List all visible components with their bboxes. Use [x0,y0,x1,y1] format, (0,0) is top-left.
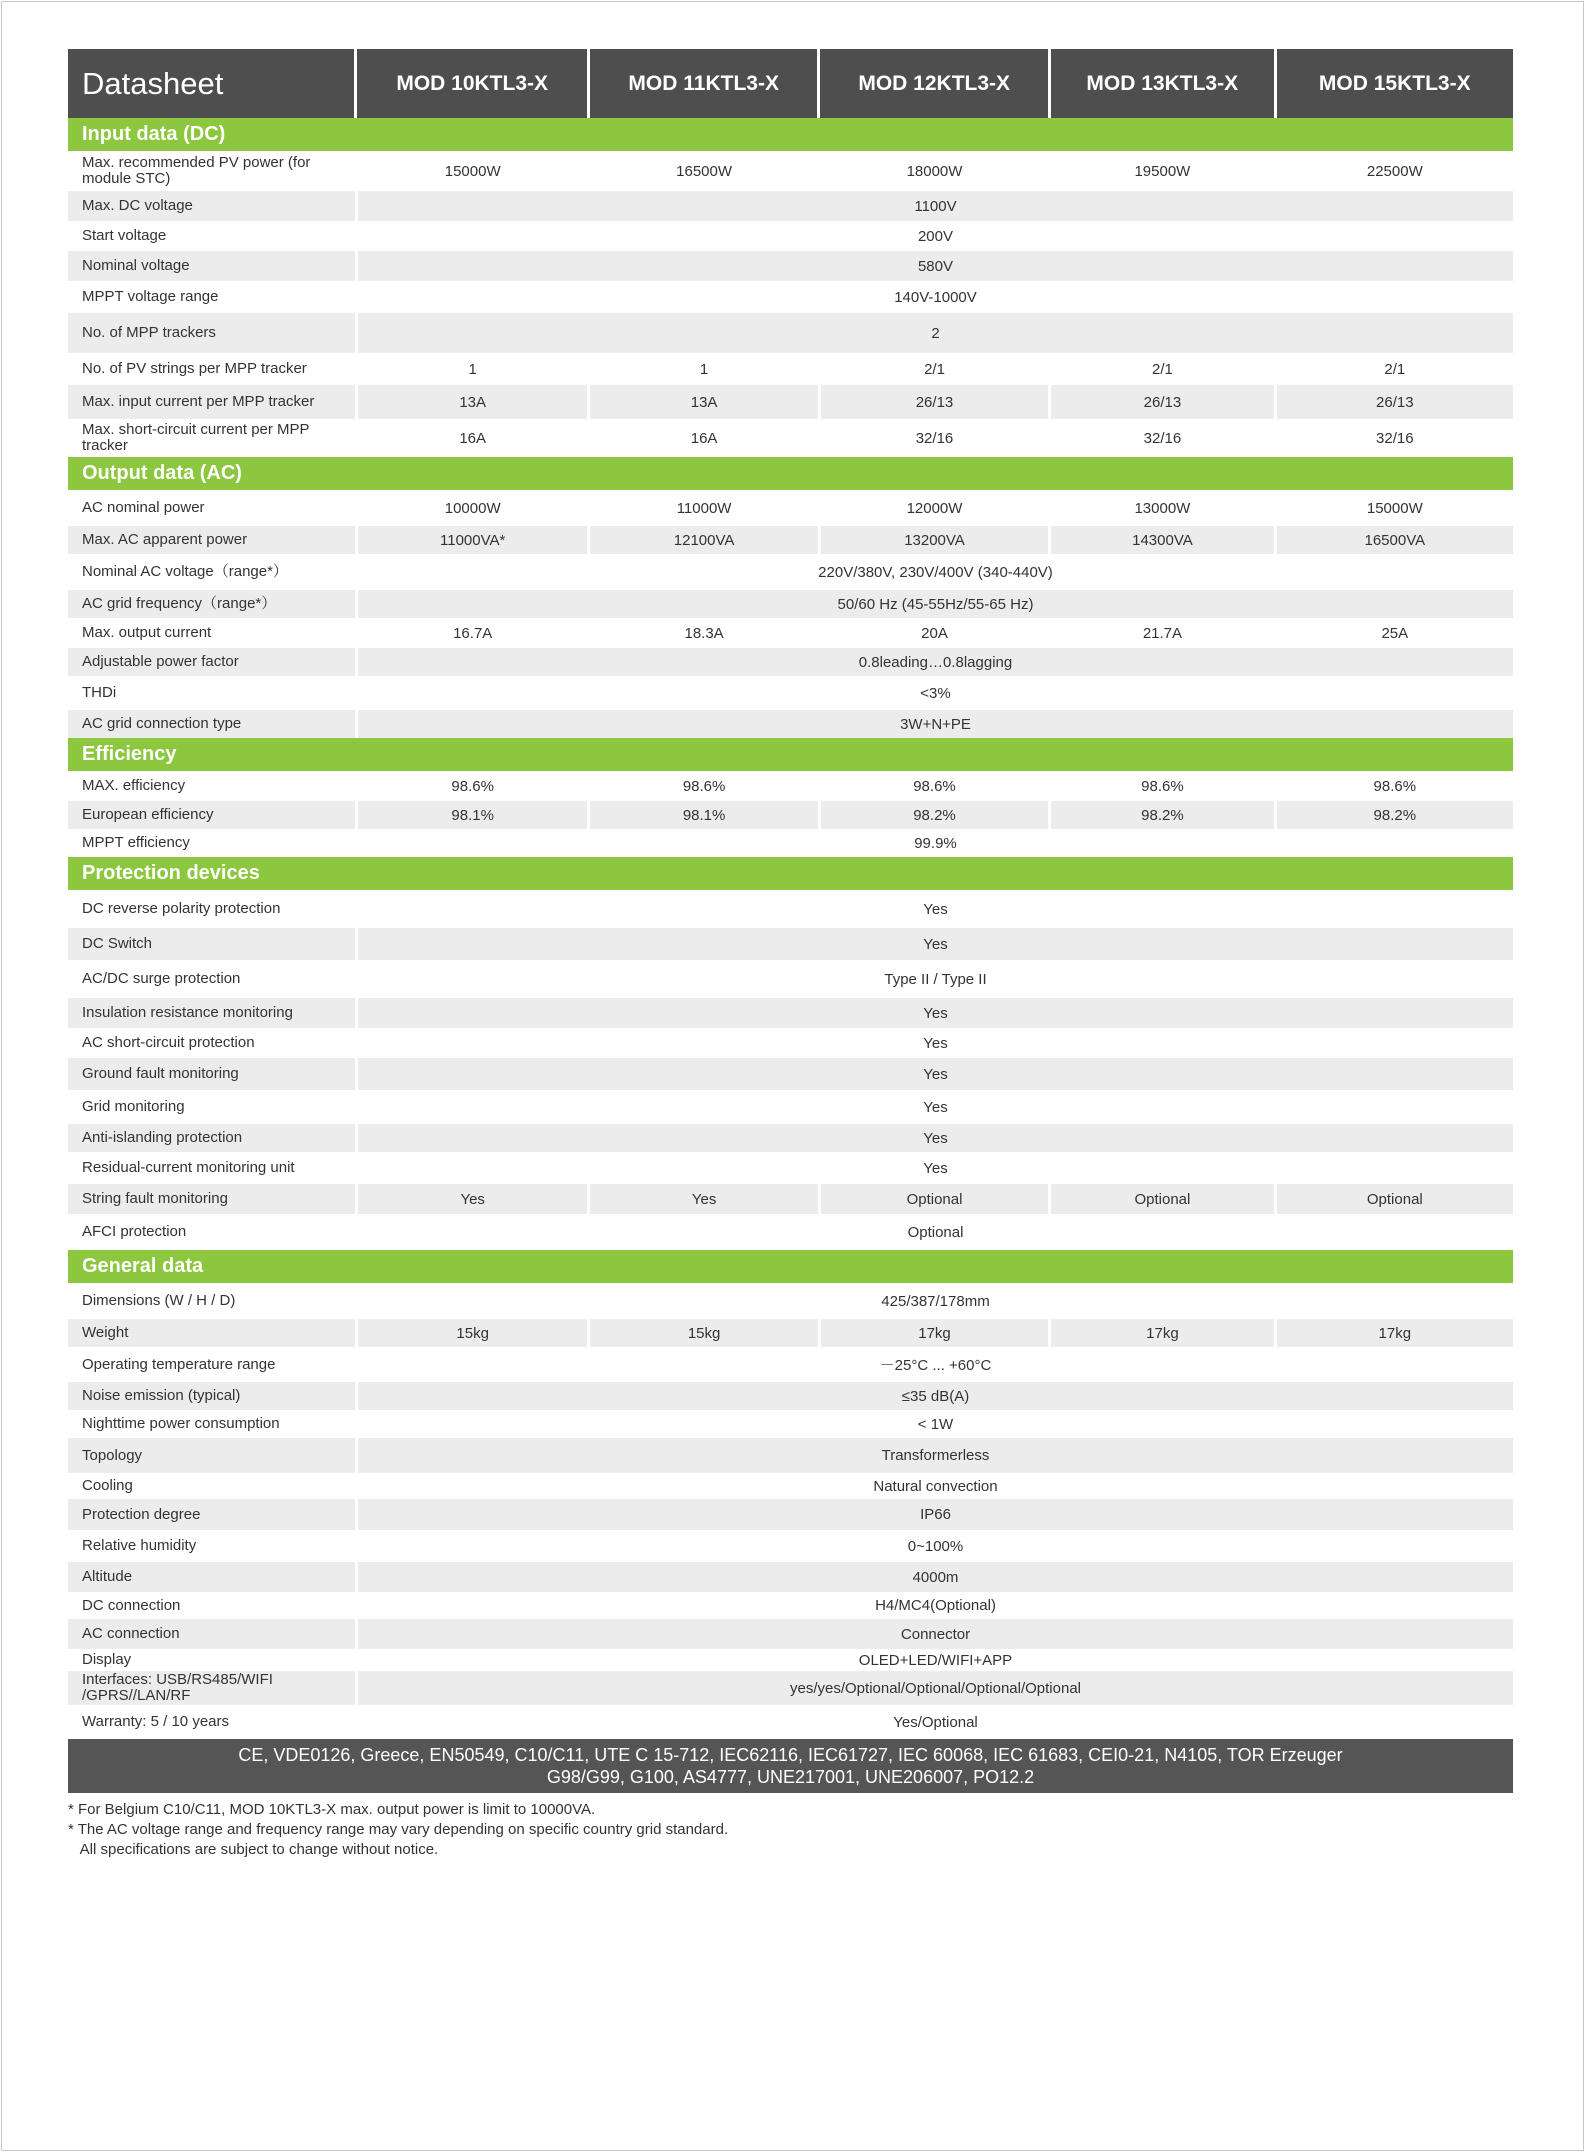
row-value: 16.7A [453,624,493,642]
row-value-merged: ≤35 dB(A) [901,1387,970,1405]
certifications-line: G98/G99, G100, AS4777, UNE217001, UNE206007, PO12.2 [546,1767,1035,1787]
row-value: Optional [1274,1184,1513,1214]
row-value-merged: 4000m [912,1568,959,1586]
row-label: Grid monitoring [68,1090,358,1124]
section-header: Efficiency [68,738,1513,771]
row-label: Max. DC voltage [68,191,358,221]
row-value-merged: 2 [931,324,940,342]
table-row [68,281,1513,313]
row-label: Nighttime power consumption [68,1410,358,1438]
row-value: 98.6% [451,777,494,795]
table-row [68,554,1513,590]
row-label: Nominal voltage [68,251,358,281]
model-header: MOD 15KTL3-X [1277,49,1514,118]
row-label: AC short-circuit protection [68,1028,358,1058]
row-label: Insulation resistance monitoring [68,998,358,1028]
row-value: 21.7A [1048,618,1273,648]
table-row [68,1214,1513,1250]
row-value: 16500VA [1274,526,1513,554]
row-value: 98.6% [1048,771,1273,801]
certifications-bar [68,1739,1513,1793]
row-value-merged: Yes [923,1065,948,1083]
row-label: Noise emission (typical) [68,1382,358,1410]
row-value: 10000W [444,499,501,517]
row-value-merged: yes/yes/Optional/Optional/Optional/Optional [790,1679,1081,1697]
row-label: Relative humidity [68,1530,358,1562]
row-value: 98.6% [1274,771,1513,801]
row-value-merged: 140V-1000V [894,288,977,306]
row-value: 12100VA [587,526,817,554]
model-header: MOD 10KTL3-X [357,49,587,118]
row-value: 98.6% [818,771,1048,801]
table-row [68,1438,1513,1473]
row-value: 98.1% [587,801,817,829]
row-value-merged: Yes [923,1098,948,1116]
row-value: 98.1% [451,806,494,824]
row-label: Ground fault monitoring [68,1058,358,1090]
row-value: 18000W [818,151,1048,191]
model-header: MOD 12KTL3-X [820,49,1048,118]
row-label: Cooling [68,1473,358,1499]
row-value: 13000W [1048,490,1273,526]
table-row [68,526,1513,554]
row-label: Anti-islanding protection [68,1124,358,1152]
table-row [68,1671,1513,1705]
row-label: AFCI protection [68,1214,358,1250]
row-value-merged: < 1W [917,1415,954,1433]
row-label: Nominal AC voltage（range*） [68,554,358,590]
row-value-merged: 50/60 Hz (45-55Hz/55-65 Hz) [837,595,1034,613]
row-value: 2/1 [1274,353,1513,385]
table-row [68,1382,1513,1410]
row-value-merged: Transformerless [881,1447,990,1464]
row-value-merged: Connector [900,1625,971,1643]
table-row [68,1473,1513,1499]
row-value: 18.3A [587,618,817,648]
certifications-line: CE, VDE0126, Greece, EN50549, C10/C11, UTE C 15-712, IEC62116, IEC61727, IEC 60068, IEC 61683, CEI0-21, N4105, TOR Erzeuger [238,1745,1343,1765]
table-row [68,1028,1513,1058]
row-value: 12000W [818,490,1048,526]
spec-table [68,118,1513,1739]
table-row [68,1410,1513,1438]
table-row [68,829,1513,857]
row-label: No. of MPP trackers [68,313,358,353]
row-label: Start voltage [68,221,358,251]
row-label: Weight [68,1319,358,1347]
row-label: Adjustable power factor [68,648,358,676]
model-header: MOD 13KTL3-X [1051,49,1274,118]
row-label: Max. input current per MPP tracker [68,385,358,419]
row-value: Optional [1048,1184,1273,1214]
row-value: 1 [468,360,477,378]
row-label: AC grid frequency（range*） [68,590,358,618]
row-label: THDi [68,676,358,710]
row-value-merged: 220V/380V, 230V/400V (340-440V) [818,563,1053,581]
row-label: AC grid connection type [68,710,358,738]
row-label: Topology [68,1438,358,1473]
row-value: 16A [459,429,487,447]
table-row [68,1592,1513,1619]
row-label: No. of PV strings per MPP tracker [68,353,358,385]
row-value-merged: Optional [907,1223,964,1241]
row-label: Display [68,1649,358,1671]
row-value-merged: Yes [923,1129,948,1147]
row-label: European efficiency [68,801,358,829]
row-value: 13A [587,385,817,419]
table-row [68,1184,1513,1214]
row-value-merged: Natural convection [873,1477,998,1495]
row-value-merged: OLED+LED/WIFI+APP [858,1651,1013,1669]
row-label: Operating temperature range [68,1347,358,1382]
row-value: 25A [1274,618,1513,648]
row-value-merged: Yes [923,1004,948,1022]
table-row [68,648,1513,676]
footnote: * The AC voltage range and frequency range may vary depending on specific country grid standard. [68,1821,729,1838]
table-row [68,221,1513,251]
section-header: Output data (AC) [68,457,1513,490]
footnotes [68,1800,1513,1860]
row-value: 16500W [587,151,817,191]
row-value-merged: Yes [923,935,948,953]
row-value: Yes [587,1184,817,1214]
table-row [68,1058,1513,1090]
row-label: Max. AC apparent power [68,526,358,554]
table-row [68,801,1513,829]
row-label: Warranty: 5 / 10 years [68,1705,358,1739]
row-value: 17kg [1048,1319,1273,1347]
table-row [68,353,1513,385]
row-label: Max. short-circuit current per MPP tracker [68,419,358,457]
row-value-merged: 99.9% [914,834,957,852]
datasheet-title: Datasheet [68,49,354,118]
table-row [68,251,1513,281]
table-row [68,890,1513,928]
row-value-merged: －25°C ... +60°C [879,1357,992,1374]
footnote: All specifications are subject to change without notice. [68,1841,439,1858]
row-value: 14300VA [1048,526,1273,554]
row-value: 2/1 [818,353,1048,385]
row-label: AC connection [68,1619,358,1649]
table-row [68,1530,1513,1562]
row-label: MPPT efficiency [68,829,358,857]
row-label: AC/DC surge protection [68,960,358,998]
table-row [68,1283,1513,1319]
row-label: Interfaces: USB/RS485/WIFI /GPRS//LAN/RF [68,1671,358,1705]
table-row [68,419,1513,457]
row-value-merged: IP66 [920,1506,951,1523]
row-value-merged: 0.8leading…0.8lagging [858,653,1013,671]
row-value-merged: Yes/Optional [893,1713,978,1731]
row-value: 11000VA* [440,531,506,549]
row-value: 11000W [587,490,817,526]
row-value: 26/13 [1048,385,1273,419]
row-label: MAX. efficiency [68,771,358,801]
table-row [68,1152,1513,1184]
row-value: 98.6% [587,771,817,801]
row-value: 32/16 [1048,419,1273,457]
row-value: 13200VA [818,526,1048,554]
row-value-merged: Yes [923,900,948,918]
table-row [68,928,1513,960]
row-value: 98.2% [1048,801,1273,829]
table-row [68,151,1513,191]
row-value: 26/13 [1274,385,1513,419]
row-value-merged: 1100V [914,197,957,215]
row-value: 32/16 [1274,419,1513,457]
row-value: 2/1 [1048,353,1273,385]
row-value: 17kg [818,1319,1048,1347]
row-value-merged: Yes [923,1034,948,1052]
section-header: Input data (DC) [68,118,1513,151]
row-value: 98.2% [818,801,1048,829]
row-value: 19500W [1048,151,1273,191]
row-label: DC reverse polarity protection [68,890,358,928]
table-row [68,960,1513,998]
row-value-merged: 0~100% [907,1537,964,1555]
row-value: 17kg [1274,1319,1513,1347]
row-label: DC connection [68,1592,358,1619]
model-header: MOD 11KTL3-X [590,49,818,118]
table-row [68,1705,1513,1739]
table-row [68,1562,1513,1592]
row-value-merged: 3W+N+PE [900,715,971,733]
table-row [68,313,1513,353]
row-value-merged: 200V [917,227,954,245]
table-row [68,385,1513,419]
section-header: General data [68,1250,1513,1283]
row-value-merged: 425/387/178mm [881,1292,990,1310]
row-value: 32/16 [818,419,1048,457]
table-row [68,998,1513,1028]
section-header: Protection devices [68,857,1513,890]
row-label: Max. recommended PV power (for module STC) [68,151,358,191]
table-row [68,1090,1513,1124]
table-row [68,1347,1513,1382]
table-row [68,618,1513,648]
row-label: AC nominal power [68,490,358,526]
footnote: * For Belgium C10/C11, MOD 10KTL3-X max. output power is limit to 10000VA. [68,1801,596,1818]
datasheet [68,49,1513,1860]
row-value: Optional [818,1184,1048,1214]
table-row [68,490,1513,526]
row-value: 15000W [444,162,501,180]
table-row [68,710,1513,738]
row-value: Yes [460,1190,485,1208]
row-value: 13A [459,393,487,411]
row-value: 15kg [587,1319,817,1347]
header-row [68,49,1513,118]
table-row [68,1499,1513,1530]
row-label: Residual-current monitoring unit [68,1152,358,1184]
table-row [68,1124,1513,1152]
table-row [68,771,1513,801]
row-value: 20A [818,618,1048,648]
table-row [68,191,1513,221]
row-label: Altitude [68,1562,358,1592]
row-label: String fault monitoring [68,1184,358,1214]
row-value-merged: 580V [917,257,954,275]
row-label: Protection degree [68,1499,358,1530]
row-value: 98.2% [1274,801,1513,829]
row-label: MPPT voltage range [68,281,358,313]
row-value: 26/13 [818,385,1048,419]
row-value-merged: <3% [920,684,951,702]
table-row [68,590,1513,618]
row-value: 1 [587,353,817,385]
row-value-merged: H4/MC4(Optional) [875,1597,996,1614]
table-row [68,1319,1513,1347]
row-value: 15kg [456,1324,489,1342]
table-row [68,676,1513,710]
table-row [68,1649,1513,1671]
row-label: Max. output current [68,618,358,648]
table-row [68,1619,1513,1649]
row-value: 16A [587,419,817,457]
row-value: 22500W [1274,151,1513,191]
row-value-merged: Yes [923,1159,948,1177]
row-value: 15000W [1274,490,1513,526]
row-value-merged: Type II / Type II [884,970,987,988]
row-label: Dimensions (W / H / D) [68,1283,358,1319]
row-label: DC Switch [68,928,358,960]
